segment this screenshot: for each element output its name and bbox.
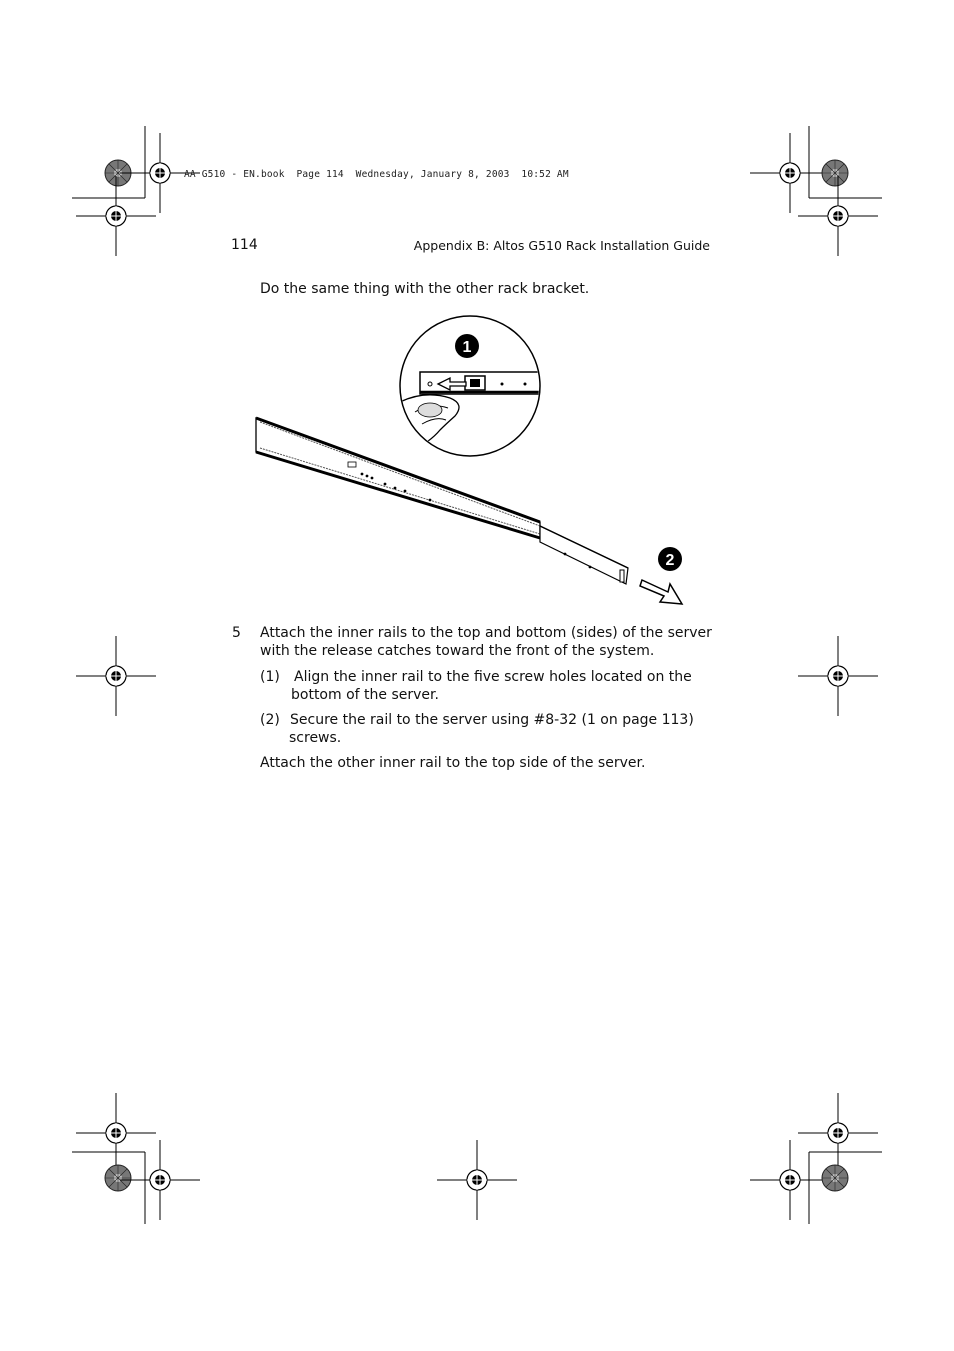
step-text-line-2: with the release catches toward the front of the system. xyxy=(260,643,655,659)
substep-1-line-1: Align the inner rail to the five screw holes located on the xyxy=(294,669,692,685)
registration-mark-icon xyxy=(798,1093,878,1173)
substep-2-line-1: Secure the rail to the server using #8-32 (1 on page 113) xyxy=(290,712,694,728)
page-number: 114 xyxy=(231,237,258,253)
color-target-icon xyxy=(822,160,848,186)
substep-2-label: (2) xyxy=(260,712,280,728)
pull-arrow-icon xyxy=(640,580,682,604)
rail-release-illustration xyxy=(250,312,690,612)
registration-mark-icon xyxy=(750,133,830,213)
registration-mark-icon xyxy=(76,176,156,256)
substep-2-line-2: screws. xyxy=(289,730,342,746)
callout-2-label: 2 xyxy=(665,552,675,569)
running-header: Appendix B: Altos G510 Rack Installation Guide xyxy=(413,238,710,253)
substep-1-line-2: bottom of the server. xyxy=(291,687,439,703)
intro-paragraph: Do the same thing with the other rack bracket. xyxy=(260,281,590,297)
color-target-icon xyxy=(822,1165,848,1191)
registration-mark-icon xyxy=(437,1140,517,1220)
slug-line: AA G510 - EN.book Page 114 Wednesday, January 8, 2003 10:52 AM xyxy=(184,169,569,180)
callout-1-label: 1 xyxy=(462,339,472,356)
color-target-icon xyxy=(105,1165,131,1191)
registration-mark-icon xyxy=(76,636,156,716)
closing-paragraph: Attach the other inner rail to the top side of the server. xyxy=(260,755,646,771)
registration-mark-icon xyxy=(798,636,878,716)
registration-mark-icon xyxy=(76,1093,156,1173)
substep-1-label: (1) xyxy=(260,669,280,685)
step-text-line-1: Attach the inner rails to the top and bottom (sides) of the server xyxy=(260,625,712,641)
registration-mark-icon xyxy=(798,176,878,256)
step-number: 5 xyxy=(232,625,241,641)
